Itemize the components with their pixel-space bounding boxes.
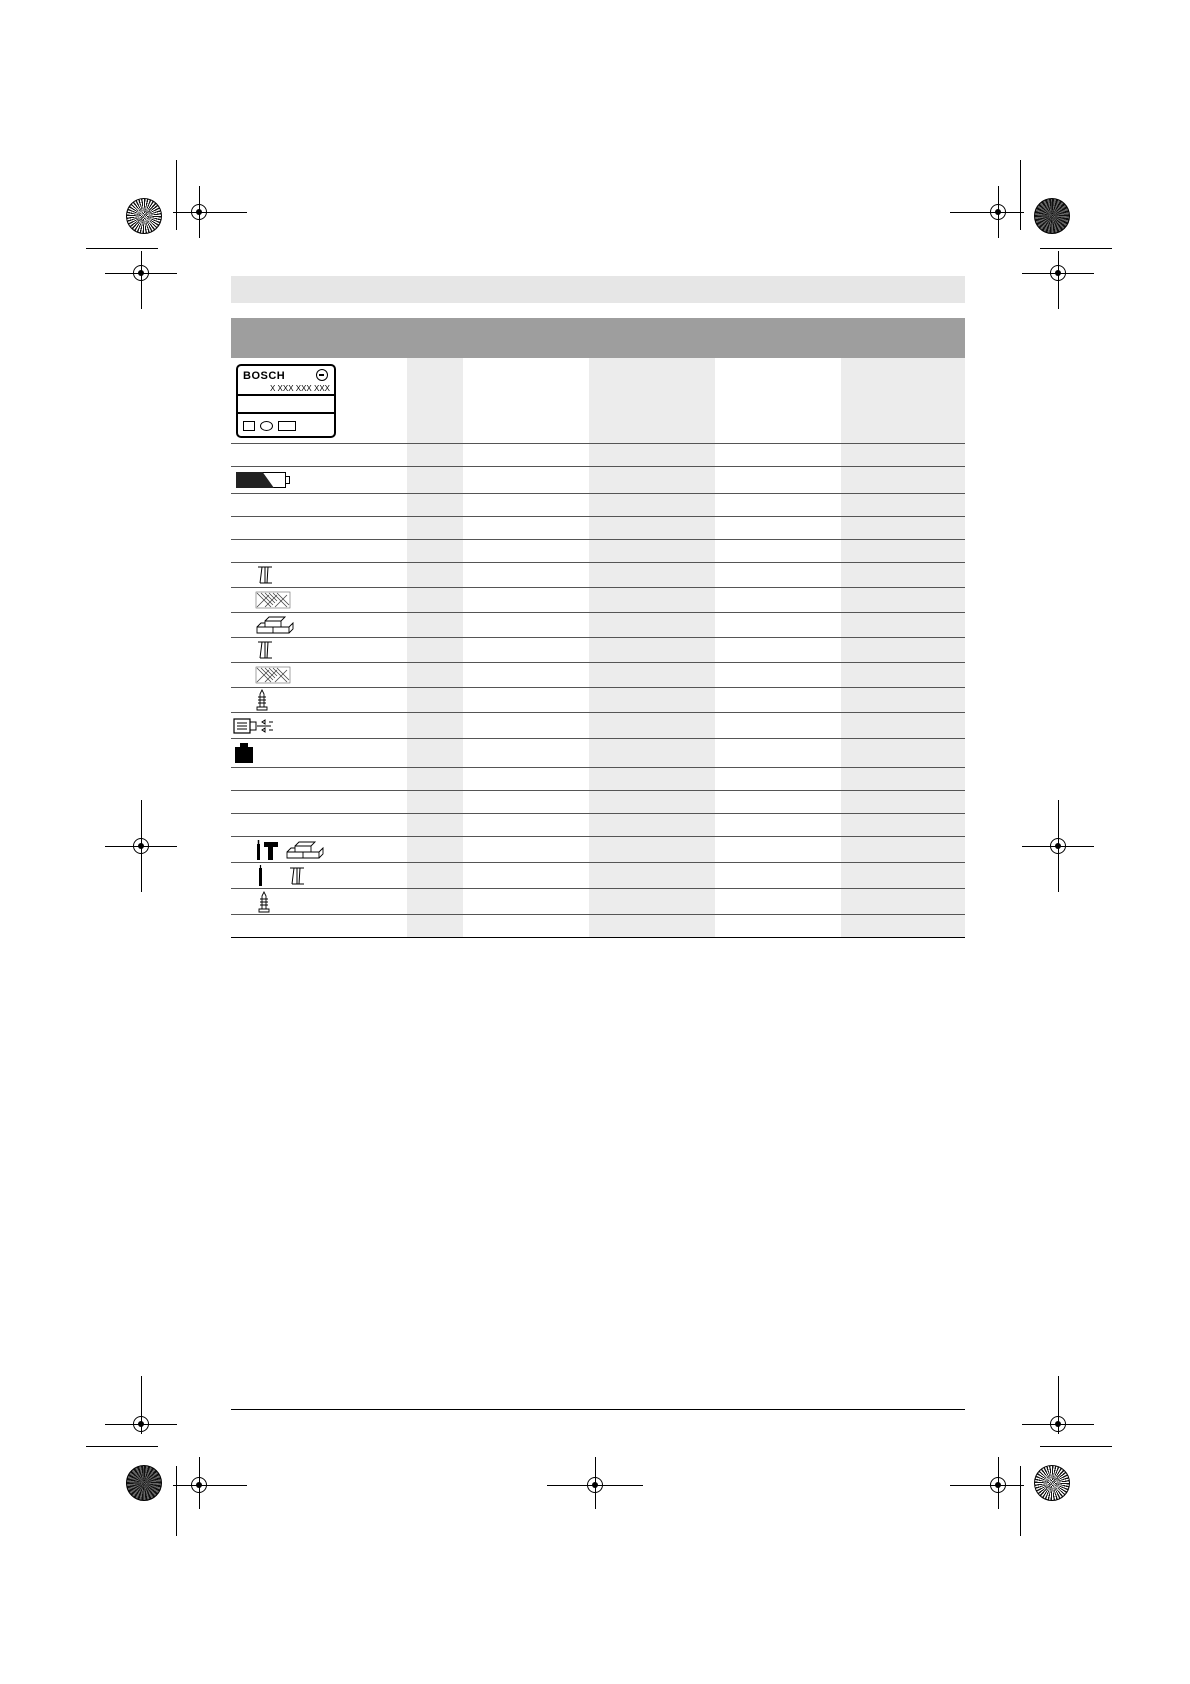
table-row-masonry	[231, 613, 965, 638]
table-row	[231, 791, 965, 814]
page-header-bar	[231, 276, 965, 303]
table-row-screw	[231, 688, 965, 713]
trim-mark	[1020, 160, 1021, 230]
table-row	[231, 444, 965, 467]
rating-plate-brand: BOSCH	[243, 370, 286, 382]
chuck-capacity-icon	[233, 716, 275, 736]
table-row-steel	[231, 638, 965, 663]
footer-rule	[231, 1409, 965, 1410]
bricks-icon	[255, 615, 295, 635]
table-row	[231, 540, 965, 563]
rating-plate-part-number: X XXX XXX XXX	[269, 384, 330, 393]
table-row-hammer-drill	[231, 837, 965, 863]
table-row	[231, 814, 965, 837]
bricks-icon	[285, 840, 325, 860]
table-row-wood	[231, 588, 965, 613]
steel-beam-icon	[255, 640, 275, 660]
trim-mark	[86, 1446, 158, 1447]
color-registration-mark-top-left	[126, 198, 162, 234]
table-row	[231, 517, 965, 540]
trim-mark	[1040, 248, 1112, 249]
table-row-battery	[231, 467, 965, 494]
drill-bit-icon	[257, 865, 265, 887]
trim-mark	[86, 248, 158, 249]
wood-grain-icon	[255, 665, 291, 685]
hammer-drill-icon	[255, 839, 279, 861]
steel-beam-icon	[287, 866, 307, 886]
color-registration-mark-top-right	[1034, 198, 1070, 234]
bosch-logo-icon	[316, 369, 328, 381]
table-row-chuck	[231, 713, 965, 739]
screw-icon	[255, 689, 269, 711]
table-row-steel	[231, 563, 965, 588]
steel-beam-icon	[255, 565, 275, 585]
trim-mark	[1040, 1446, 1112, 1447]
wood-grain-icon	[255, 590, 291, 610]
table-row	[231, 768, 965, 791]
table-row-drill-steel	[231, 863, 965, 889]
weight-icon	[233, 742, 255, 764]
color-registration-mark-bottom-right	[1034, 1465, 1070, 1501]
table-row-weight	[231, 739, 965, 768]
table-row-rating-plate	[231, 358, 965, 444]
trim-mark	[1020, 1466, 1021, 1536]
screw-icon	[257, 891, 271, 913]
trim-mark	[176, 1466, 177, 1536]
table-row-screw	[231, 889, 965, 915]
battery-level-icon	[234, 471, 292, 489]
table-row	[231, 494, 965, 517]
technical-data-table	[231, 358, 965, 938]
rating-plate-icon	[236, 364, 336, 438]
table-title-band	[231, 318, 965, 358]
trim-mark	[176, 160, 177, 230]
color-registration-mark-bottom-left	[126, 1465, 162, 1501]
table-row-wood	[231, 663, 965, 688]
table-row	[231, 915, 965, 938]
